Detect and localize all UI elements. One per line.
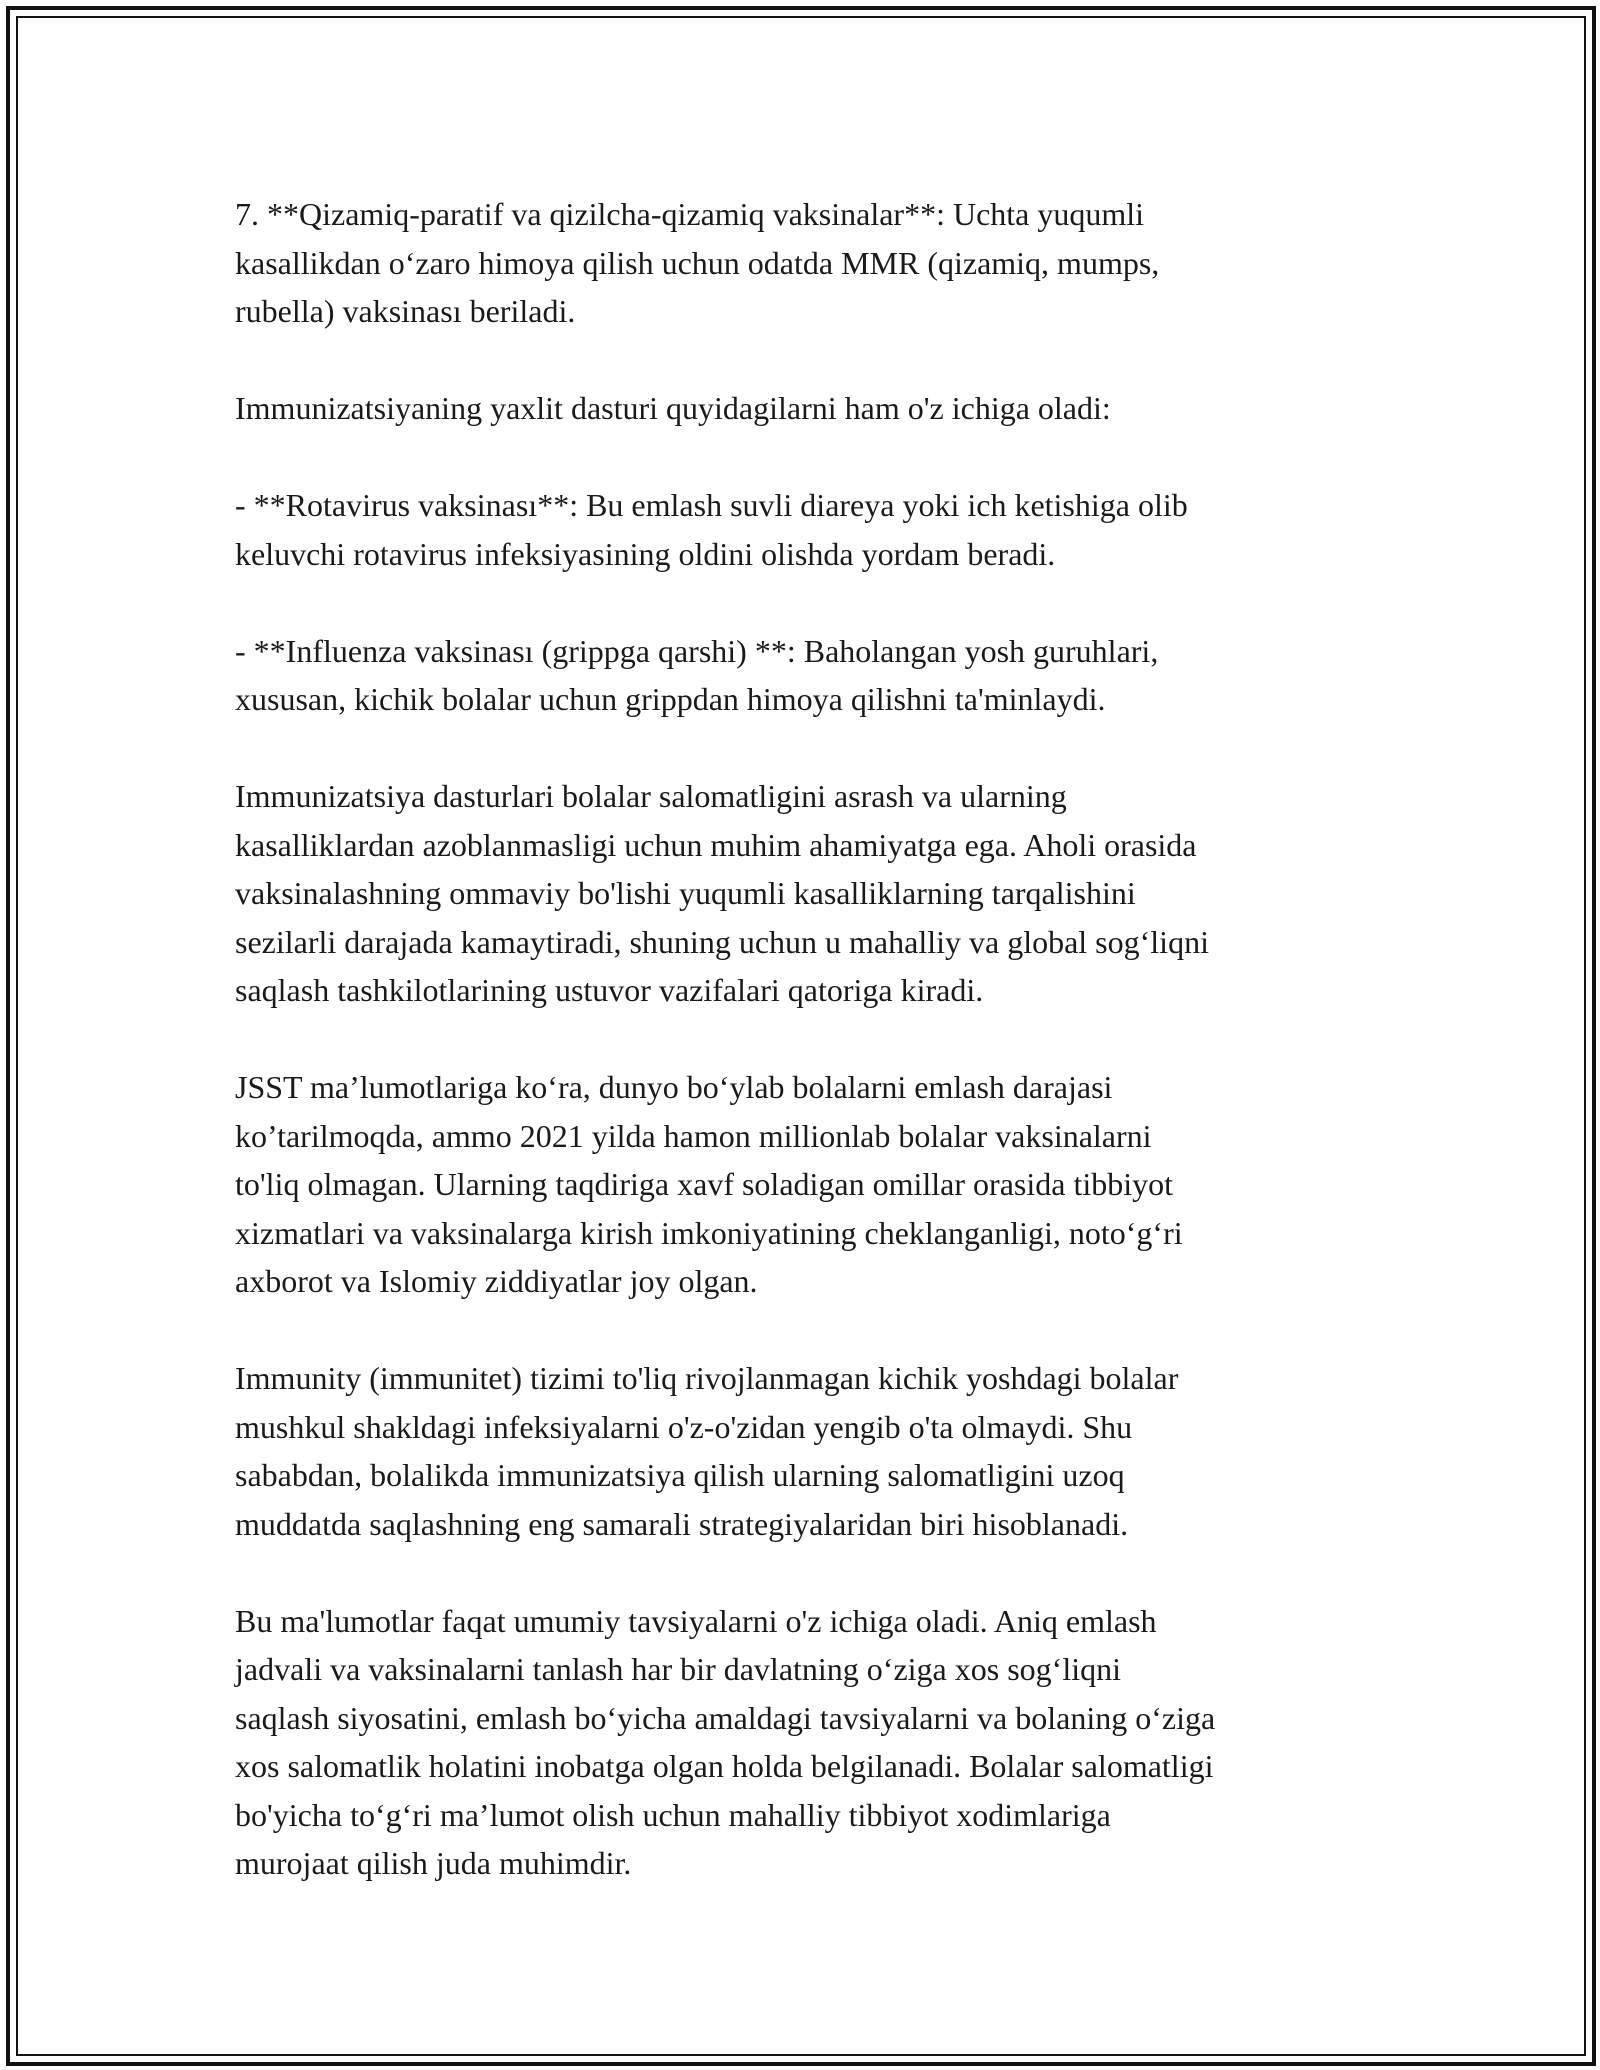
paragraph-disclaimer: Bu ma'lumotlar faqat umumiy tavsiyalarni o'z ichiga oladi. Aniq emlash jadvali va vaksinalarni tanlash har bir davlatning o‘ziga xos sog‘liqni saqlash siyosatini, emlash bo‘yicha amaldagi tavsiyalarni va bolaning o‘ziga xos salomatlik holatini inobatga olgan holda belgilanadi. Bolalar salomatligi bo'yicha to‘g‘ri ma’lumot olish uchun mahalliy tibbiyot xodimlariga murojaat qilish juda muhimdir. xyxy=(235,1602,1216,1881)
paragraph-program-intro: Immunizatsiyaning yaxlit dasturi quyidagilarni ham o'z ichiga oladi: xyxy=(235,390,1111,426)
paragraph-program-importance: Immunizatsiya dasturlari bolalar salomatligini asrash va ularning kasalliklardan azoblanmasligi uchun muhim ahamiyatga ega. Aholi orasida vaksinalashning ommaviy bo'lishi yuqumli kasalliklarning tarqalishini sezilarli darajada kamaytiradi, shuning uchun u mahalliy va global sog‘liqni saqlash tashkilotlarining ustuvor vazifalari qatoriga kiradi. xyxy=(235,778,1209,1008)
paragraph-mmr-vaccine: 7. **Qizamiq-paratif va qizilcha-qizamiq vaksinalar**: Uchta yuqumli kasallikdan o‘zaro himoya qilish uchun odatda MMR (qizamiq, mumps, rubella) vaksinası beriladi. xyxy=(235,196,1160,329)
paragraph-who-data: JSST ma’lumotlariga ko‘ra, dunyo bo‘ylab bolalarni emlash darajasi ko’tarilmoqda, ammo 2021 yilda hamon millionlab bolalar vaksinalarni to'liq olmagan. Ularning taqdiriga xavf soladigan omillar orasida tibbiyot xizmatlari va vaksinalarga kirish imkoniyatining cheklanganligi, noto‘g‘ri axborot va Islomiy ziddiyatlar joy olgan. xyxy=(235,1069,1183,1299)
paragraph-influenza-vaccine: - **Influenza vaksinası (grippga qarshi) **: Baholangan yosh guruhlari, xususan, kichik bolalar uchun grippdan himoya qilishni ta'minlaydi. xyxy=(235,632,1159,717)
paragraph-immunity: Immunity (immunitet) tizimi to'liq rivojlanmagan kichik yoshdagi bolalar mushkul shakldagi infeksiyalarni o'z-o'zidan yengib o'ta olmaydi. Shu sababdan, bolalikda immunizatsiya qilish ularning salomatligini uzoq muddatda saqlashning eng samarali strategiyalaridan biri hisoblanadi. xyxy=(235,1360,1179,1542)
document-body xyxy=(235,190,1385,1888)
paragraph-rotavirus-vaccine: - **Rotavirus vaksinası**: Bu emlash suvli diareya yoki ich ketishiga olib keluvchi rotavirus infeksiyasining oldini olishda yordam beradi. xyxy=(235,487,1188,572)
